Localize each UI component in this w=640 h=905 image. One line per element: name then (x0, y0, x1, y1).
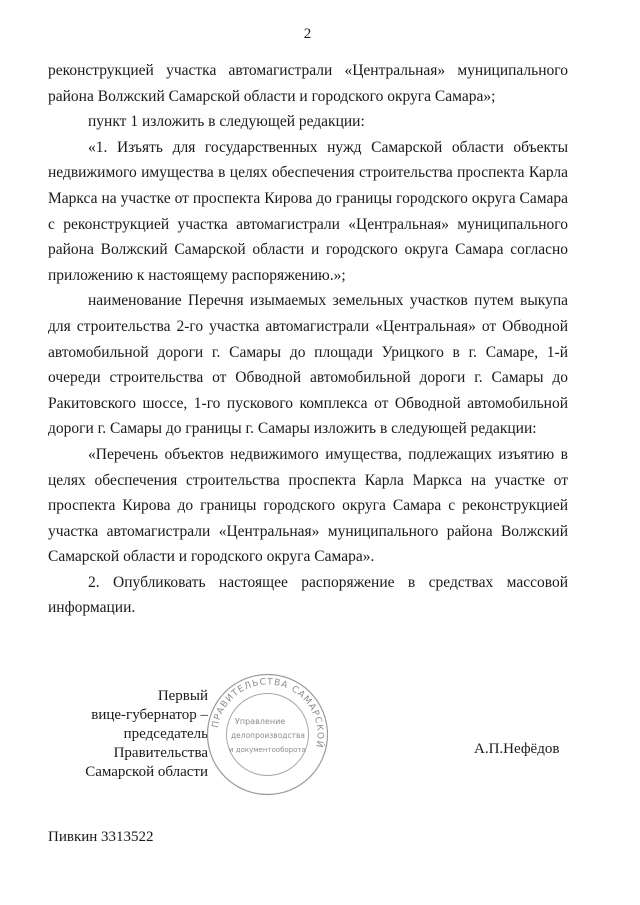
paragraph-list-name-text: «Перечень объектов недвижимого имущества, подлежащих изъятию в целях обеспечения строительства проспекта Карла Маркса на участке от проспекта Кирова до границы городского округа Самара с реконструкцией участка автомагистрали «Центральная» муниципального района Волжский Самарской области и городского округа Самара». (48, 445, 568, 566)
stamp-inner-line: и документооборота (229, 746, 306, 754)
signatory-title-line: Первый (157, 688, 208, 704)
paragraph-point-2: 2. Опубликовать настоящее распоряжение в средствах массовой информации. (48, 573, 568, 617)
paragraph-list-name-intro: наименование Перечня изымаемых земельных участков путем выкупа для строительства 2-го участка автомагистрали «Центральная» от Обводной автомобильной дороги г. Самары до площади Урицкого в г. Самаре, 1-й очереди строительства от Обводной автомобильной дороги г. Самары до Ракитовского шоссе, 1-го пускового комплекса от Обводной автомобильной дороги г. Самары до границы г. Самары изложить в следующей редакции: (48, 292, 568, 438)
executor-footer: Пивкин 3313522 (48, 829, 154, 845)
stamp-inner-line: делопроизводства (231, 731, 306, 740)
document-body (48, 58, 568, 621)
signatory-title (48, 687, 208, 782)
signatory-title-line: председатель Правительства (113, 726, 208, 761)
stamp-inner-line: Управление (235, 717, 286, 726)
page-number: 2 (303, 26, 312, 42)
paragraph-point-1-text: «1. Изъять для государственных нужд Самарской области объекты недвижимого имущества в целях обеспечения строительства проспекта Карла Маркса на участке от проспекта Кирова до границы городского округа Самара с реконструкцией участка автомагистрали «Центральная» муниципального района Волжский Самарской области и городского округа Самара согласно приложению к настоящему распоряжению.»; (48, 138, 568, 284)
signatory-title-line: Самарской области (85, 764, 208, 780)
paragraph-continuation: реконструкцией участка автомагистрали «Центральная» муниципального района Волжский Самарской области и городского округа Самара»; (48, 62, 568, 105)
official-stamp (205, 672, 330, 797)
stamp-ring-text: ПРАВИТЕЛЬСТВА САМАРСКОЙ (210, 677, 325, 750)
signatory-title-line: вице-губернатор – (91, 707, 208, 723)
signatory-name: А.П.Нефёдов (474, 741, 560, 757)
paragraph-point-1-intro: пункт 1 изложить в следующей редакции: (88, 113, 365, 131)
